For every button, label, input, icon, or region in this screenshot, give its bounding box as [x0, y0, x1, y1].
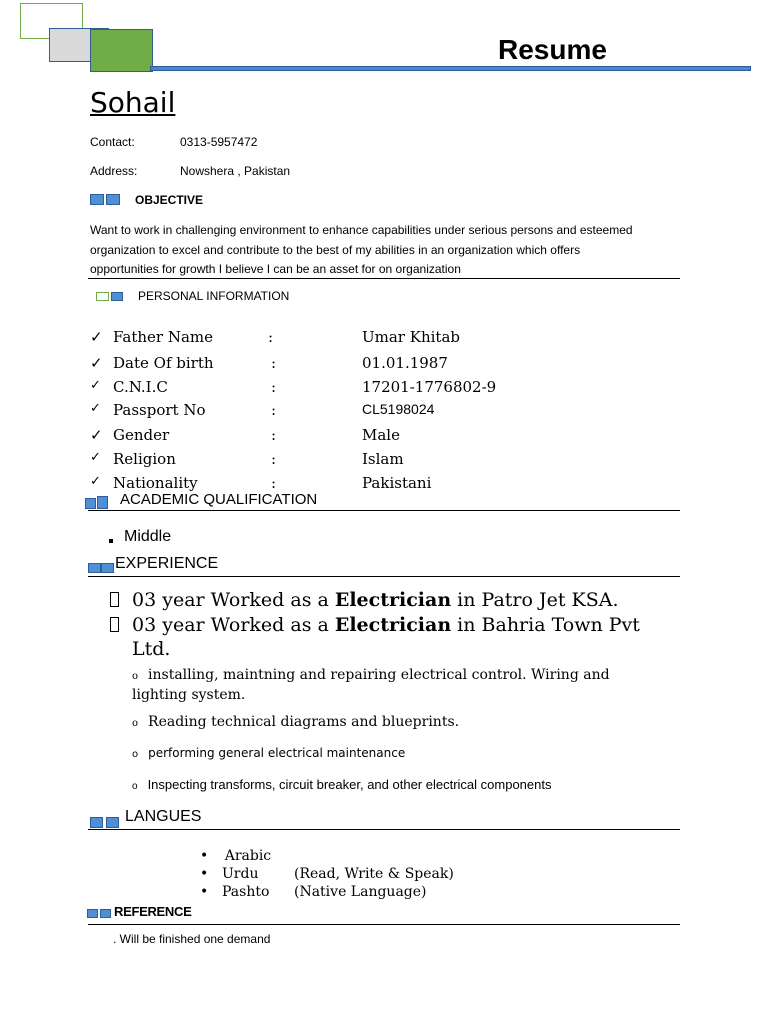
- personal-value: Umar Khitab: [362, 328, 460, 346]
- objective-text: [90, 221, 690, 280]
- checkmark-icon: ✓: [90, 401, 101, 416]
- duty-item: o Reading technical diagrams and blueprints.: [132, 714, 460, 730]
- address-label: Address:: [90, 164, 138, 178]
- header-green-square: [90, 29, 153, 72]
- personal-label: Father Name: [113, 328, 214, 346]
- personal-colon: :: [271, 378, 277, 396]
- duty-bullet-icon: o: [132, 671, 139, 682]
- language-item: • Urdu (Read, Write & Speak): [200, 866, 454, 882]
- languages-marker-icon: [90, 817, 103, 828]
- personal-colon: :: [271, 450, 277, 468]
- address-value: Nowshera , Pakistan: [180, 164, 291, 178]
- experience-marker-icon: [88, 563, 101, 573]
- academic-divider: [88, 510, 680, 511]
- duty-bullet-icon: o: [132, 749, 139, 760]
- languages-heading: LANGUES: [125, 808, 202, 825]
- contact-value: 0313-5957472: [180, 135, 258, 149]
- objective-divider: [88, 278, 680, 279]
- resume-title: Resume: [498, 34, 607, 65]
- experience-item: 03 year Worked as a Electrician in Bahria Town Pvt Ltd.: [132, 614, 640, 660]
- checkmark-icon: ✓: [90, 474, 101, 489]
- reference-heading: REFERENCE: [114, 904, 192, 919]
- header-bar: [150, 66, 751, 71]
- objective-marker-icon: [106, 194, 120, 205]
- personal-value: Pakistani: [362, 474, 432, 492]
- reference-marker-icon: [100, 909, 111, 918]
- duty-item: o performing general electrical maintenance: [132, 746, 406, 760]
- checkmark-icon: ✓: [90, 328, 103, 346]
- personal-label: C.N.I.C: [113, 378, 168, 396]
- personal-value: Islam: [362, 450, 404, 468]
- objective-line: organization to excel and contribute to the best of my abilities in an organization which offers: [90, 242, 581, 257]
- missing-glyph-icon: [110, 617, 119, 632]
- personal-colon: :: [271, 474, 277, 492]
- candidate-name: Sohail: [90, 86, 176, 119]
- personal-label: Nationality: [113, 474, 198, 492]
- objective-line: Want to work in challenging environment to enhance capabilities under serious persons and esteemed: [90, 223, 633, 237]
- experience-divider: [88, 576, 680, 577]
- bullet-icon: •: [200, 866, 209, 882]
- languages-marker-icon: [106, 817, 119, 828]
- checkmark-icon: ✓: [90, 354, 103, 372]
- experience-heading: EXPERIENCE: [115, 555, 219, 572]
- duty-bullet-icon: o: [132, 718, 139, 729]
- personal-colon: :: [268, 328, 274, 346]
- academic-heading: ACADEMIC QUALIFICATION: [120, 491, 318, 508]
- academic-item: Middle: [124, 528, 172, 545]
- personal-label: Gender: [113, 426, 170, 444]
- checkmark-icon: ✓: [90, 450, 101, 465]
- objective-line: opportunities for growth I believe I can be an asset for on organization: [90, 262, 461, 276]
- personal-value: CL5198024: [362, 401, 435, 417]
- duty-bullet-icon: o: [132, 781, 138, 792]
- checkmark-icon: ✓: [90, 378, 101, 393]
- language-item: • Arabic: [200, 848, 272, 864]
- personal-heading: PERSONAL INFORMATION: [138, 289, 290, 303]
- reference-marker-icon: [87, 909, 98, 918]
- personal-value: 01.01.1987: [362, 354, 448, 372]
- personal-marker-icon: [96, 292, 109, 301]
- experience-item: 03 year Worked as a Electrician in Patro Jet KSA.: [132, 589, 619, 611]
- reference-text: . Will be finished one demand: [113, 932, 271, 946]
- contact-label: Contact:: [90, 135, 135, 149]
- language-item: • Pashto (Native Language): [200, 884, 427, 900]
- personal-marker-icon: [111, 292, 123, 301]
- personal-label: Date Of birth: [113, 354, 214, 372]
- languages-divider: [88, 829, 680, 830]
- personal-label: Passport No: [113, 401, 206, 419]
- personal-colon: :: [271, 426, 277, 444]
- academic-marker-icon: [97, 496, 108, 509]
- bullet-icon: •: [200, 848, 209, 864]
- personal-label: Religion: [113, 450, 176, 468]
- academic-bullet-icon: [109, 539, 113, 543]
- experience-marker-icon: [101, 563, 114, 573]
- bullet-icon: •: [200, 884, 209, 900]
- objective-marker-icon: [90, 194, 104, 205]
- personal-colon: :: [271, 354, 277, 372]
- reference-divider: [88, 924, 680, 925]
- duty-item: o installing, maintning and repairing electrical control. Wiring and lighting system.: [132, 667, 610, 703]
- objective-heading: OBJECTIVE: [135, 193, 204, 207]
- checkmark-icon: ✓: [90, 426, 103, 444]
- personal-value: 17201-1776802-9: [362, 378, 497, 396]
- personal-value: Male: [362, 426, 400, 444]
- duty-item: o Inspecting transforms, circuit breaker, and other electrical components: [132, 777, 552, 792]
- personal-colon: :: [271, 401, 277, 419]
- academic-marker-icon: [85, 498, 96, 509]
- missing-glyph-icon: [110, 592, 119, 607]
